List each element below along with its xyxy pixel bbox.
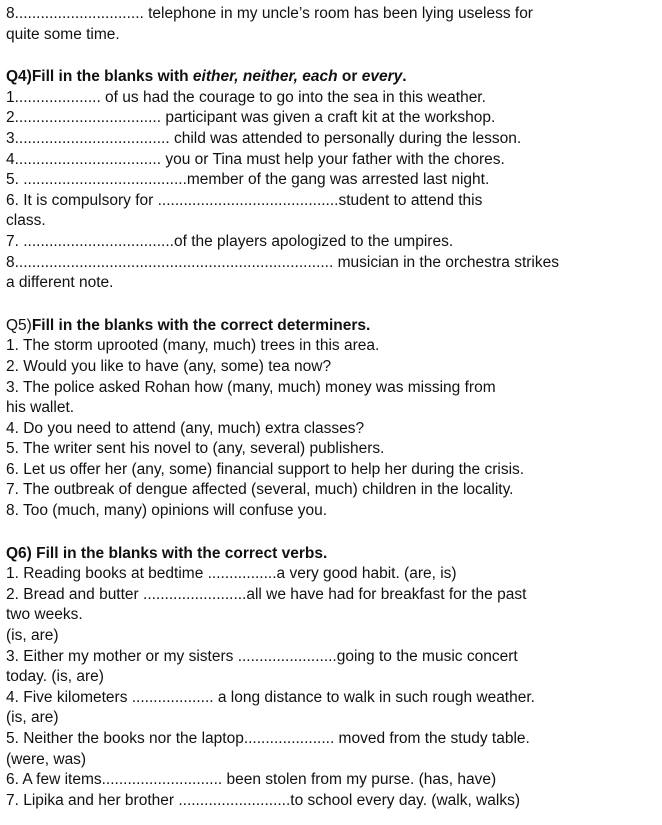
question-line: 4. Five kilometers ................... a long distance to walk in such rough weather.: [6, 688, 535, 706]
question-line: 7. ...................................of the players apologized to the umpires.: [6, 232, 454, 250]
q5-section: [6, 316, 656, 522]
question-line: class.: [6, 212, 46, 230]
question-line: 1.................... of us had the courage to go into the sea in this weather.: [6, 88, 486, 106]
question-line: 5. Neither the books nor the laptop..................... moved from the study table.: [6, 730, 530, 747]
question-line: (is, are): [6, 627, 59, 645]
question-line: 2. Bread and butter ........................all we have had for breakfast for the past: [6, 585, 527, 603]
question-line: 1. Reading books at bedtime ................a very good habit. (are, is): [6, 565, 457, 583]
q4-heading-every: every: [361, 68, 403, 86]
question-line: 4.................................. you or Tina must help your father with the chores.: [6, 150, 505, 168]
question-line: 6. Let us offer her (any, some) financial support to help her during the crisis.: [6, 460, 525, 478]
question-line: 5. The writer sent his novel to (any, several) publishers.: [6, 440, 385, 458]
question-line: today. (is, are): [6, 668, 104, 686]
question-line: 3. Either my mother or my sisters .......................going to the music concert: [6, 647, 518, 665]
question-line: 6. It is compulsory for ..........................................student to attend this: [6, 191, 483, 209]
question-line: 6. A few items............................ been stolen from my purse. (has, have): [6, 771, 497, 789]
q4-heading-prefix: Q4)Fill in the blanks with: [6, 68, 193, 86]
q5-heading: [6, 316, 656, 337]
question-line: 5. ......................................member of the gang was arrested last night.: [6, 171, 490, 189]
q6-heading: Q6) Fill in the blanks with the correct verbs.: [6, 544, 328, 562]
question-line: a different note.: [6, 274, 114, 292]
question-line: 4. Do you need to attend (any, much) extra classes?: [6, 419, 365, 437]
question-line: 8. Too (much, many) opinions will confuse you.: [6, 502, 328, 520]
question-line: 7. Lipika and her brother ..........................to school every day. (walk, walks): [6, 791, 521, 809]
q4-heading-end: .: [402, 68, 407, 86]
q5-heading-text: Fill in the blanks with the correct determiners.: [31, 316, 371, 334]
q4-section: [6, 67, 656, 294]
q3-tail: [6, 4, 656, 45]
q4-heading-or: or: [337, 68, 362, 86]
q5-heading-prefix: Q5): [6, 316, 32, 334]
question-line: 8.......................................................................... musician in the orchestra strikes: [6, 253, 559, 271]
question-line: 3.................................... child was attended to personally during the lesson.: [6, 129, 522, 147]
question-line: 2.................................. participant was given a craft kit at the workshop.: [6, 109, 496, 127]
question-line: (is, are): [6, 709, 59, 727]
question-line: 3. The police asked Rohan how (many, much) money was missing from: [6, 378, 496, 396]
question-line: his wallet.: [6, 399, 75, 417]
question-line: two weeks.: [6, 606, 83, 624]
question-line: 1. The storm uprooted (many, much) trees in this area.: [6, 337, 380, 355]
q4-heading: [6, 67, 656, 88]
question-line: 7. The outbreak of dengue affected (several, much) children in the locality.: [6, 481, 514, 499]
question-line: (were, was): [6, 750, 87, 768]
question-line: quite some time.: [6, 25, 120, 43]
question-line: 2. Would you like to have (any, some) tea now?: [6, 357, 332, 375]
question-line: 8.............................. telephone in my uncle’s room has been lying useless for: [6, 5, 533, 22]
q6-section: [6, 544, 656, 812]
q4-heading-either: either, neither, each: [192, 68, 338, 86]
